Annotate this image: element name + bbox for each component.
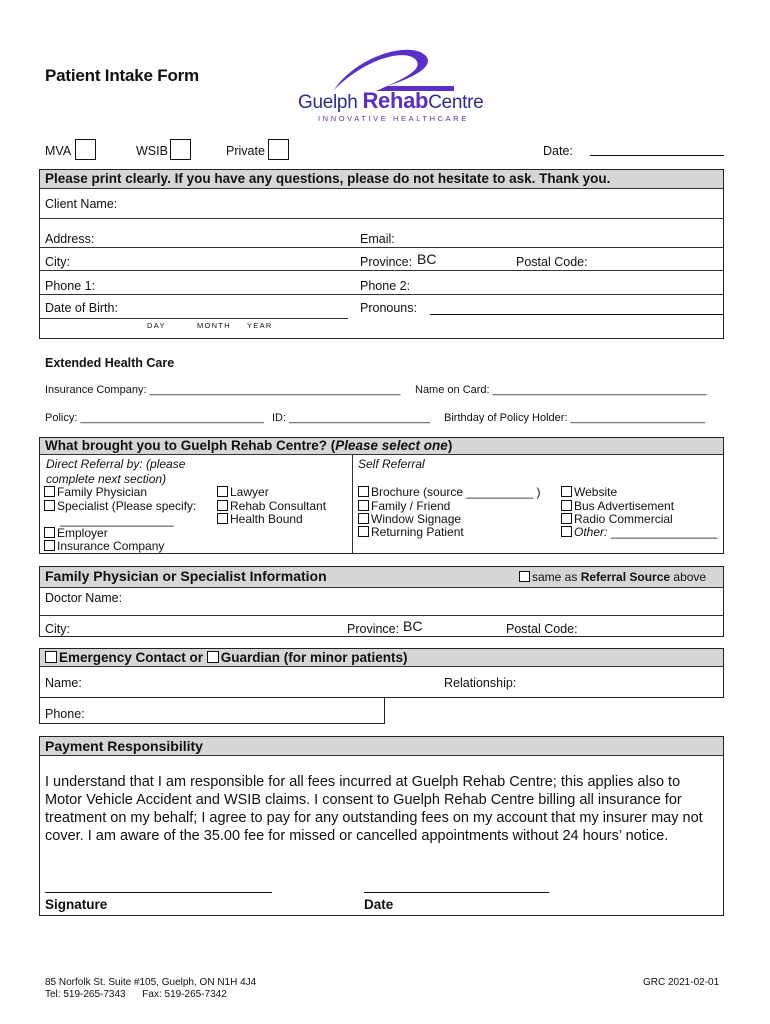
- option-health-bound[interactable]: [217, 513, 303, 527]
- payment-text: I understand that I am responsible for all fees incurred at Guelph Rehab Centre; this applies also to Motor Vehicle Accident and WSIB claims. I consent to Guelph Rehab Centre billing all insurance for treatment on my behalf; I agree to pay for any outstanding fees on my account that my insurer may not cover. I am aware of the 35.00 fee for missed or cancelled appointments without 24 hours’ notice.: [45, 774, 703, 844]
- pronouns-label: Pronouns:: [360, 301, 417, 315]
- referral-section: [39, 437, 724, 554]
- payment-heading: Payment Responsibility: [40, 737, 723, 756]
- window-signage-label: Window Signage: [371, 512, 462, 526]
- employer-checkbox[interactable]: [44, 527, 55, 538]
- phone-row[interactable]: [40, 271, 723, 295]
- emergency-contact-checkbox[interactable]: [45, 651, 57, 663]
- physician-province-label: Province:: [347, 622, 400, 636]
- same-as-end: above: [670, 570, 707, 584]
- wsib-label: WSIB: [136, 144, 168, 158]
- same-as-text: same as: [532, 570, 581, 584]
- family-friend-checkbox[interactable]: [358, 500, 369, 511]
- window-signage-checkbox[interactable]: [358, 513, 369, 524]
- specialist-checkbox[interactable]: [44, 500, 55, 511]
- direct-referral-line2: complete next section): [46, 472, 167, 486]
- insurance-company-field[interactable]: Insurance Company: _________________________________________: [45, 384, 401, 396]
- lawyer-label: Lawyer: [230, 485, 269, 499]
- form-code: GRC 2021-02-01: [643, 977, 720, 988]
- dob-year-label: YEAR: [247, 321, 273, 330]
- client-info-section: [39, 169, 724, 339]
- radio-checkbox[interactable]: [561, 513, 572, 524]
- logo-wordmark: [298, 88, 483, 114]
- address-row[interactable]: [40, 219, 723, 248]
- option-insurance-company[interactable]: [44, 540, 164, 554]
- id-field[interactable]: ID: _______________________: [272, 412, 430, 424]
- referral-heading-italic: Please select one: [335, 438, 448, 453]
- birthday-field[interactable]: Birthday of Policy Holder: ______________________: [444, 412, 706, 424]
- returning-patient-label: Returning Patient: [371, 525, 464, 539]
- other-label: Other:: [574, 525, 608, 539]
- bus-ad-label: Bus Advertisement: [574, 499, 675, 513]
- physician-heading-text: Family Physician or Specialist Information: [45, 568, 327, 584]
- private-label: Private: [226, 144, 265, 158]
- postal-code-label: Postal Code:: [516, 255, 588, 269]
- doctor-name-label: Doctor Name:: [45, 591, 123, 605]
- client-info-banner: Please print clearly. If you have any questions, please do not hesitate to ask. Thank you.: [40, 170, 723, 189]
- footer-phone: Tel: 519-265-7343 Fax: 519-265-7342: [45, 989, 227, 1000]
- direct-referral-line1: Direct Referral by: (please: [46, 457, 186, 471]
- option-returning-patient[interactable]: [358, 526, 464, 540]
- lawyer-checkbox[interactable]: [217, 486, 228, 497]
- footer-address: 85 Norfolk St. Suite #105, Guelph, ON N1H 4J4: [45, 977, 257, 988]
- insurance-company-label: Insurance Company: [57, 539, 165, 553]
- phone2-label: Phone 2:: [360, 279, 411, 293]
- insurance-company-checkbox[interactable]: [44, 540, 55, 551]
- doctor-name-row[interactable]: [40, 588, 723, 616]
- logo-guelph: Guelph: [298, 92, 358, 113]
- mva-checkbox[interactable]: [75, 139, 96, 160]
- pronouns-line[interactable]: [430, 314, 723, 315]
- payment-date-line[interactable]: [364, 892, 549, 893]
- province-label: Province:: [360, 255, 413, 269]
- logo-centre: Centre: [428, 92, 484, 113]
- same-as-referral-checkbox[interactable]: [519, 571, 530, 582]
- dob-day-label: DAY: [147, 321, 166, 330]
- family-physician-label: Family Physician: [57, 485, 148, 499]
- other-checkbox[interactable]: [561, 526, 572, 537]
- physician-section: [39, 566, 724, 637]
- logo-tagline: INNOVATIVE HEALTHCARE: [318, 114, 469, 123]
- address-label: Address:: [45, 232, 95, 246]
- family-friend-label: Family / Friend: [371, 499, 451, 513]
- relationship-label: Relationship:: [444, 676, 517, 690]
- guardian-heading-text: Guardian (for minor patients): [220, 650, 408, 665]
- same-as-referral-option[interactable]: [519, 568, 706, 587]
- referral-heading-text: What brought you to Guelph Rehab Centre? (: [45, 438, 336, 453]
- family-physician-checkbox[interactable]: [44, 486, 55, 497]
- option-family-physician[interactable]: [44, 486, 147, 500]
- company-logo: [296, 46, 484, 126]
- policy-field[interactable]: Policy: ______________________________: [45, 412, 264, 424]
- referral-heading-end: ): [447, 438, 453, 453]
- physician-heading: [40, 567, 723, 588]
- specialist-label: Specialist (Please specify:: [57, 499, 197, 513]
- ehc-heading: Extended Health Care: [45, 356, 175, 370]
- guardian-checkbox[interactable]: [207, 651, 219, 663]
- same-as-bold: Referral Source: [580, 570, 671, 584]
- province-value: BC: [417, 251, 437, 267]
- emergency-heading-text: Emergency Contact or: [59, 650, 207, 665]
- option-lawyer[interactable]: [217, 486, 269, 500]
- website-label: Website: [574, 485, 618, 499]
- emergency-phone-label: Phone:: [45, 707, 85, 721]
- referral-divider: [352, 455, 353, 554]
- client-name-label: Client Name:: [45, 197, 118, 211]
- mva-label: MVA: [45, 144, 72, 158]
- dob-label: Date of Birth:: [45, 301, 118, 315]
- rehab-consultant-label: Rehab Consultant: [230, 499, 327, 513]
- self-referral-label: Self Referral: [358, 457, 425, 471]
- emergency-heading: [40, 649, 723, 667]
- employer-label: Employer: [57, 526, 108, 540]
- payment-date-label: Date: [364, 897, 394, 912]
- emergency-name-label: Name:: [45, 676, 82, 690]
- specialist-line[interactable]: _________________: [60, 513, 174, 527]
- dob-month-label: MONTH: [197, 321, 231, 330]
- logo-rehab: Rehab: [362, 88, 429, 113]
- date-label: Date:: [543, 144, 573, 158]
- option-website[interactable]: [561, 486, 617, 500]
- city-row[interactable]: [40, 248, 723, 271]
- physician-province-value: BC: [403, 618, 423, 634]
- brochure-checkbox[interactable]: [358, 486, 369, 497]
- signature-label: Signature: [45, 897, 108, 912]
- city-label: City:: [45, 255, 70, 269]
- name-on-card-field[interactable]: Name on Card: ___________________________________: [415, 384, 707, 396]
- health-bound-label: Health Bound: [230, 512, 303, 526]
- dob-line[interactable]: [40, 318, 348, 319]
- wsib-checkbox[interactable]: [170, 139, 191, 160]
- other-line: ________________: [607, 525, 718, 539]
- returning-patient-checkbox[interactable]: [358, 526, 369, 537]
- option-specialist[interactable]: [44, 500, 196, 514]
- physician-postal-label: Postal Code:: [506, 622, 578, 636]
- health-bound-checkbox[interactable]: [217, 513, 228, 524]
- payment-section: [39, 736, 724, 916]
- referral-heading: [40, 438, 723, 455]
- radio-label: Radio Commercial: [574, 512, 673, 526]
- page-title: Patient Intake Form: [45, 66, 199, 85]
- option-brochure[interactable]: [358, 486, 540, 500]
- date-line[interactable]: [590, 155, 724, 156]
- option-other[interactable]: [561, 526, 717, 540]
- direct-referral-label: [46, 457, 185, 487]
- private-checkbox[interactable]: [268, 139, 289, 160]
- bus-ad-checkbox[interactable]: [561, 500, 572, 511]
- email-label: Email:: [360, 232, 395, 246]
- rehab-consultant-checkbox[interactable]: [217, 500, 228, 511]
- signature-line[interactable]: [45, 892, 272, 893]
- emergency-section: [39, 648, 724, 698]
- phone1-label: Phone 1:: [45, 279, 96, 293]
- client-name-row[interactable]: [40, 189, 723, 219]
- brochure-label: Brochure (source __________ ): [371, 485, 541, 499]
- website-checkbox[interactable]: [561, 486, 572, 497]
- footer-contact: [45, 977, 256, 1001]
- emergency-phone-row[interactable]: [39, 697, 385, 724]
- physician-city-label: City:: [45, 622, 70, 636]
